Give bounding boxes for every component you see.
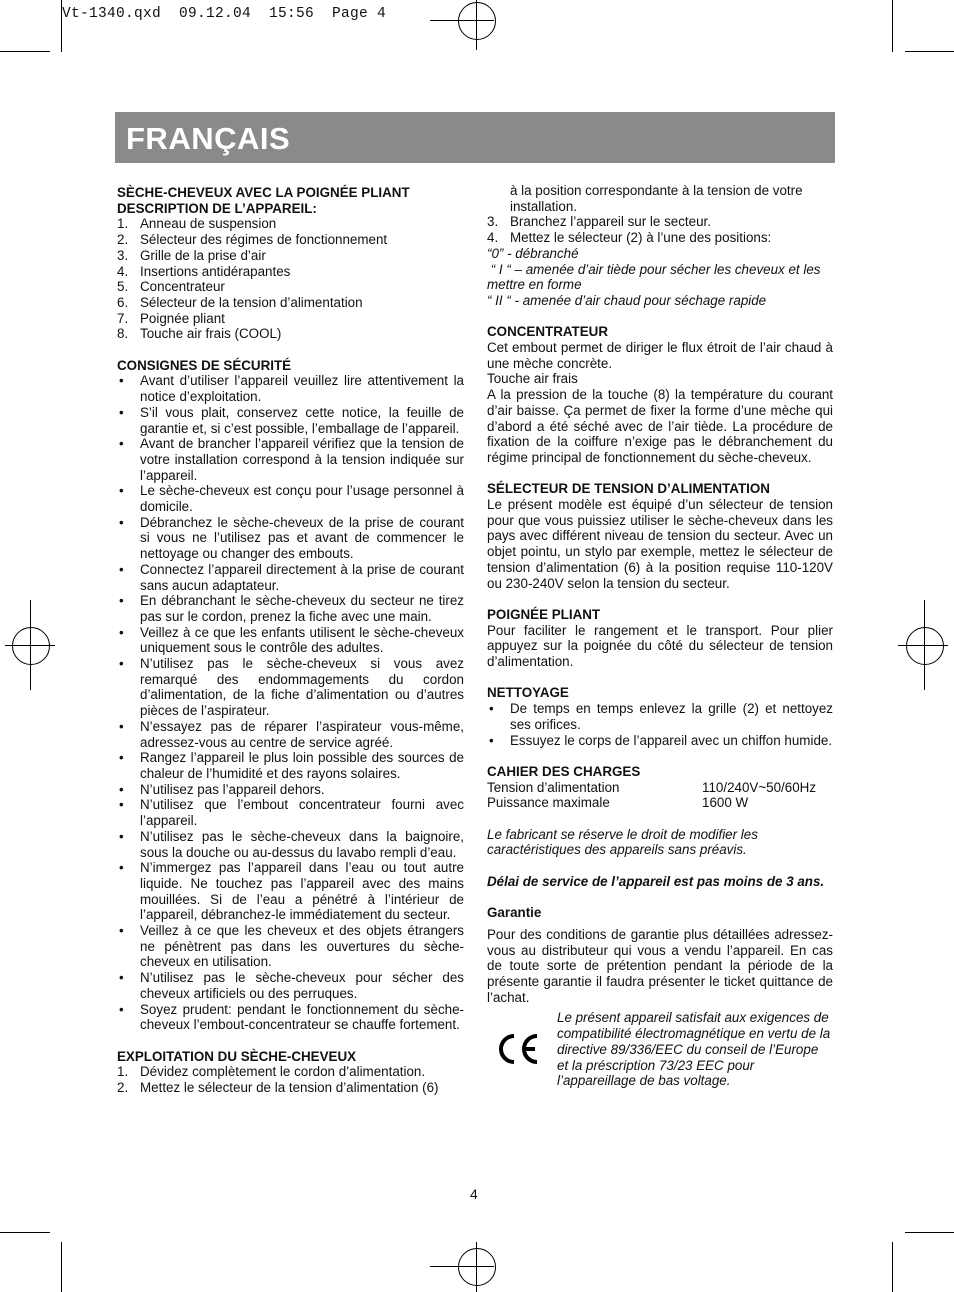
list-item: • S’il vous plait, conservez cette notice, la feuille de garantie et, si c’est possible, l’emballage de l’appareil.: [119, 404, 464, 436]
list-item: • Avant d’utiliser l’appareil veuillez lire attentivement la notice d’exploitation.: [119, 373, 464, 405]
list-item: • N’immergez pas l’appareil dans l’eau ou tout autre liquide. Ne touchez pas l’appareil avec des mains mouillées. Si de l’eau a pénétré à l’intérieur de l’appareil, débranchez-le immédiatement du secteur.: [119, 860, 464, 923]
section-heading: NETTOYAGE: [487, 685, 569, 701]
list-item: • Avant de brancher l’appareil vérifiez que la tension de votre installation correspond à la tension indiquée sur l’appareil.: [119, 436, 464, 483]
paragraph: Pour des conditions de garantie plus détaillées adressez-vous au distributeur qui vous a vendu l’appareil. En cas de toute sorte de prétention pendant la période de la présente garantie il faudra présenter le ticket quittance de l’achat.: [487, 926, 833, 1005]
section-heading: DESCRIPTION DE L’APPAREIL:: [117, 200, 317, 216]
right-column: [487, 183, 833, 1089]
list-item: 7. Poignée pliant: [117, 310, 225, 326]
list-item: • Veillez à ce que les cheveux et des objets étrangers ne pénètrent pas dans les ouvertures du sèche-cheveux en utilisation.: [119, 923, 464, 970]
ce-text: Le présent appareil satisfait aux exigences de compatibilité électromagnétique en vertu de la directive 89/336/EEC du conseil de l’Europe et la préscription 73/23 EEC pour l’appareillage de bas voltage.: [557, 1010, 831, 1089]
list-item: • Débranchez le sèche-cheveux de la prise de courant si vous ne l’utilisez pas et avant de commencer le nettoyage ou changer des embouts.: [119, 514, 464, 562]
list-item: • N’utilisez pas le sèche-cheveux pour sécher des cheveux artificiels ou des perruques.: [119, 970, 464, 1001]
paragraph: Pour faciliter le rangement et le transport. Pour plier appuyez sur la poignée du côté du sélecteur de tension d’alimentation.: [487, 622, 833, 670]
list-item: • Le sèche-cheveux est conçu pour l’usage personnel à domicile.: [119, 483, 464, 515]
operation-list-continued: [487, 214, 833, 245]
list-item: 3. Grille de la prise d’air: [117, 247, 266, 263]
section-heading: SÈCHE-CHEVEUX AVEC LA POIGNÉE PLIANT: [117, 185, 410, 200]
crop-mark: [892, 0, 893, 52]
list-item: • N’utilisez que l’embout concentrateur fourni avec l’appareil.: [119, 797, 464, 829]
list-item: • De temps en temps enlevez la grille (2) et nettoyez ses orifices.: [489, 701, 833, 732]
section-heading: CAHIER DES CHARGES: [487, 763, 641, 779]
banner-title: FRANÇAIS: [126, 121, 291, 156]
paragraph: Cet embout permet de diriger le flux étroit de l’air chaud à une mèche concrète.: [487, 340, 833, 371]
left-column: [117, 185, 464, 1096]
list-item: 1. Dévidez complètement le cordon d’alimentation.: [117, 1064, 426, 1080]
crop-mark: [892, 1242, 893, 1292]
section-heading: CONCENTRATEUR: [487, 324, 609, 340]
list-item: • Veillez à ce que les enfants utilisent le sèche-cheveux uniquement sous le contrôle des adultes.: [119, 624, 464, 656]
list-item: • Essuyez le corps de l’appareil avec un chiffon humide.: [489, 732, 833, 748]
service-life-note: Délai de service de l’appareil est pas moins de 3 ans.: [487, 873, 825, 889]
list-item: 8. Touche air frais (COOL): [117, 326, 282, 342]
mode-line: “ I “ – amenée d’air tiède pour sécher les cheveux et les mettre en forme: [487, 261, 825, 293]
paragraph: A la pression de la touche (8) la température du courant d’air baisse. Ça permet de fixer la forme d’une mèche qui d’abord a été séché avec de l’air tiède. La procédure de fixation de la coiffure n’exige pas le débranchement du régime principal de fonctionnement du sèche-cheveux.: [487, 387, 833, 465]
ce-compliance: [487, 1010, 833, 1089]
section-heading: POIGNÉE PLIANT: [487, 606, 601, 622]
crop-mark: [0, 51, 50, 52]
spec-row: Tension d’alimentation 110/240V~50/60Hz: [487, 779, 817, 795]
list-item: 5. Concentrateur: [117, 279, 225, 295]
list-item: • N’essayez pas de réparer l’aspirateur vous-même, adressez-vous au centre de service agréé.: [119, 718, 464, 750]
list-item: 2. Mettez le sélecteur de la tension d’alimentation (6): [117, 1080, 439, 1096]
paragraph: Le présent modèle est équipé d’un sélecteur de tension pour que vous puissiez utiliser le sèche-cheveux dans les pays avec différent niveau de tension du secteur. Avec un objet pointu, un stylo par exemple, mettez le sélecteur de tension d’alimentation (6) à la position requise 110-120V ou 230-240V selon la tension du secteur.: [487, 497, 833, 591]
list-item: • N’utilisez pas l’appareil dehors.: [119, 781, 325, 797]
operation-list: [117, 1064, 464, 1095]
spec-row: Puissance maximale 1600 W: [487, 795, 749, 811]
crop-mark: [905, 51, 954, 52]
list-item-continued: à la position correspondante à la tension de votre installation.: [510, 183, 803, 214]
print-slug: Vt-1340.qxd 09.12.04 15:56 Page 4: [62, 6, 387, 22]
mode-line: “0” - débranché: [487, 245, 579, 261]
list-item: 1. Anneau de suspension: [117, 216, 277, 232]
list-item: 2. Sélecteur des régimes de fonctionnement: [117, 232, 388, 248]
list-item: • En débranchant le sèche-cheveux du secteur ne tirez pas sur le cordon, prenez la fiche avec une main.: [119, 593, 464, 624]
list-item: 4. Insertions antidérapantes: [117, 263, 291, 279]
parts-list: [117, 216, 464, 342]
paragraph: Touche air frais: [487, 371, 578, 387]
ce-mark-icon: [495, 1032, 541, 1066]
crop-mark: [61, 1242, 62, 1292]
crop-mark: [0, 1232, 50, 1233]
section-heading: SÉLECTEUR DE TENSION D’ALIMENTATION: [487, 481, 770, 497]
safety-list: [117, 373, 464, 1033]
list-item: • Connectez l’appareil directement à la prise de courant sans aucun adaptateur.: [119, 561, 464, 593]
manufacturer-note: Le fabricant se réserve le droit de modifier les caractéristiques des appareils sans préavis.: [487, 826, 758, 858]
section-heading: Garantie: [487, 905, 542, 921]
crop-mark: [905, 1232, 954, 1233]
list-item: • Rangez l’appareil le plus loin possible des sources de chaleur de l’humidité et des rayons solaires.: [119, 750, 464, 781]
list-item: • N’utilisez pas le sèche-cheveux si vous avez remarqué des endommagements du cordon d’alimentation, de la fiche d’alimentation ou d’autres pièces de l’aspirateur.: [119, 656, 464, 719]
list-item: 6. Sélecteur de la tension d’alimentation: [117, 294, 363, 310]
list-item: • Soyez prudent: pendant le fonctionnement du sèche-cheveux l’embout-concentrateur se chauffe fortement.: [119, 1001, 464, 1033]
language-banner: [115, 112, 835, 163]
mode-line: “ II “ - amenée d’air chaud pour séchage rapide: [487, 292, 767, 308]
crop-mark: [61, 0, 62, 52]
page-number: 4: [470, 1186, 478, 1202]
cleaning-list: [487, 701, 833, 748]
list-item: 3. Branchez l’appareil sur le secteur.: [487, 214, 711, 230]
list-item: 4. Mettez le sélecteur (2) à l’une des positions:: [487, 230, 772, 246]
section-heading: CONSIGNES DE SÉCURITÉ: [117, 357, 292, 373]
list-item: • N’utilisez pas le sèche-cheveux dans la baignoire, sous la douche ou au-dessus du lavabo rempli d’eau.: [119, 828, 464, 860]
section-heading: EXPLOITATION DU SÈCHE-CHEVEUX: [117, 1048, 357, 1064]
